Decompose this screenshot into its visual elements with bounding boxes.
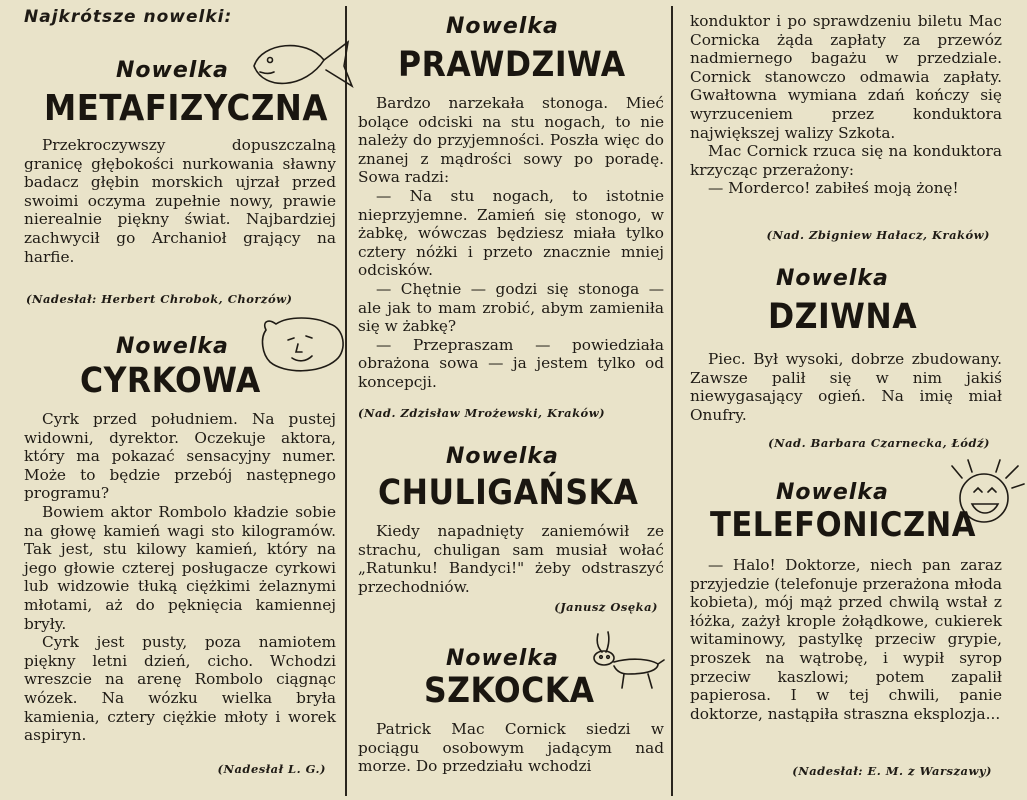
story-signature: (Nadesłał L. G.) — [217, 762, 326, 776]
story-signature: (Nad. Zdzisław Mrożewski, Kraków) — [358, 406, 606, 420]
column-divider — [671, 6, 673, 796]
story-body-dziwna — [690, 350, 1002, 424]
series-header: Najkrótsze nowelki: — [24, 7, 233, 27]
story-title-szkocka: SZKOCKA — [424, 671, 595, 711]
story-body-metafizyczna — [24, 136, 336, 266]
story-signature: (Janusz Osęka) — [554, 600, 658, 614]
story-paragraph: Bowiem aktor Rombolo kładzie sobie na głowę kamień wagi sto kilogramów. Tak jest, stu kilowy kamień, który na jego głowie czterej posługacze cyrkowi lub widzowie tłuką ciężkimi żelaznymi młotami, aż do pęknięcia kamiennej bryły. — [24, 502, 336, 633]
story-paragraph: Bardzo narzekała stonoga. Mieć bolące odciski na stu nogach, to nie należy do przyjemności. Poszła więc do znanej z mądrości sowy po poradę. Sowa radzi: — [358, 94, 664, 187]
rabbit-doodle-icon — [588, 630, 666, 692]
story-signature: (Nad. Barbara Czarnecka, Łódź) — [768, 436, 990, 450]
story-kicker: Nowelka — [446, 444, 559, 469]
story-title-dziwna: DZIWNA — [768, 297, 918, 337]
story-signature: (Nadesłał: E. M. z Warszawy) — [792, 764, 992, 778]
story-paragraph: — Przepraszam — powiedziała obrażona sowa — ja jestem tylko od koncepcji. — [358, 335, 664, 391]
story-body-cyrkowa — [24, 410, 336, 745]
story-paragraph: — Halo! Doktorze, niech pan zaraz przyjedzie (telefonuje przerażona młoda kobieta), mój mąż przed chwilą wstał z łóżka, zażył krople żołądkowe, cukierek witaminowy, pastylkę przeciw grypie, proszek na wątrobę, i wypił syrop przeciw kaszlowi; potem zapalił papierosa. I w tej chwili, panie doktorze, nastąpiła straszna eksplozja... — [690, 556, 1002, 723]
story-title-chuliganska: CHULIGAŃSKA — [378, 473, 639, 513]
story-signature: (Nadesłał: Herbert Chrobok, Chorzów) — [26, 292, 293, 306]
story-paragraph: Cyrk jest pusty, poza namiotem piękny letni dzień, cicho. Wchodzi wreszcie na arenę Rombolo ciągnąc wózek. Na wózku wielka bryła kamienia, cztery ciężkie młoty i worek aspiryn. — [24, 633, 336, 745]
story-kicker: Nowelka — [776, 480, 889, 505]
story-kicker: Nowelka — [776, 266, 889, 291]
story-signature: (Nad. Zbigniew Hałacz, Kraków) — [766, 228, 990, 242]
story-body-prawdziwa — [358, 94, 664, 392]
story-paragraph: — Na stu nogach, to istotnie nieprzyjemne. Zamień się stonogo, w żabkę, wówczas będziesz miała tylko cztery nóżki i przeto znacznie mniej odcisków. — [358, 186, 664, 280]
story-title-metafizyczna: METAFIZYCZNA — [44, 88, 328, 129]
story-body-chuliganska — [358, 522, 664, 596]
story-kicker: Nowelka — [446, 646, 559, 671]
story-paragraph: konduktor i po sprawdzeniu biletu Mac Cornicka żąda zapłaty za przewóz nadmiernego bagażu w przedziale. Cornick stanowczo odmawia zapłaty. Gwałtowna wymiana zdań kończy się wyrzuceniem przez konduktora największej walizy Szkota. — [690, 12, 1002, 142]
story-title-telefoniczna: TELEFONICZNA — [710, 505, 976, 545]
story-kicker: Nowelka — [446, 14, 559, 39]
story-paragraph: Przekroczywszy dopuszczalną granicę głębokości nurkowania sławny badacz głębin morskich ujrzał przed swoimi oczyma zupełnie nowy, prawie nierealnie piękny świat. Najbardziej zachwycił go Archanioł grający na harfie. — [24, 136, 336, 266]
story-paragraph: Kiedy napadnięty zaniemówił ze strachu, chuligan sam musiał wołać „Ratunku! Bandyci!" żeby odstraszyć przechodniów. — [358, 522, 664, 596]
story-paragraph: Cyrk przed południem. Na pustej widowni, dyrektor. Oczekuje aktora, który ma pokazać sensacyjny numer. Może to będzie przebój następnego programu? — [24, 410, 336, 503]
story-title-prawdziwa: PRAWDZIWA — [398, 45, 626, 85]
story-paragraph: — Morderco! zabiłeś moją żonę! — [708, 179, 959, 198]
story-title-cyrkowa: CYRKOWA — [80, 361, 261, 401]
column-divider — [345, 6, 347, 796]
story-body-szkocka — [358, 720, 664, 776]
story-paragraph: Patrick Mac Cornick siedzi w pociągu osobowym jadącym nad morze. Do przedziału wchodzi — [358, 720, 664, 776]
story-kicker: Nowelka — [116, 58, 229, 83]
stone-face-doodle-icon — [258, 314, 348, 376]
story-body-szkocka-continued — [690, 12, 1002, 198]
story-kicker: Nowelka — [116, 334, 229, 359]
story-paragraph: — Chętnie — godzi się stonoga — ale jak to mam zrobić, abym zamieniła się w żabkę? — [358, 279, 664, 336]
story-body-telefoniczna — [690, 556, 1002, 723]
story-paragraph: Piec. Był wysoki, dobrze zbudowany. Zawsze palił się w nim jakiś niewygasający ogień. Na imię miał Onufry. — [690, 350, 1002, 424]
story-paragraph: Mac Cornick rzuca się na konduktora krzycząc przerażony: — [690, 142, 1002, 179]
